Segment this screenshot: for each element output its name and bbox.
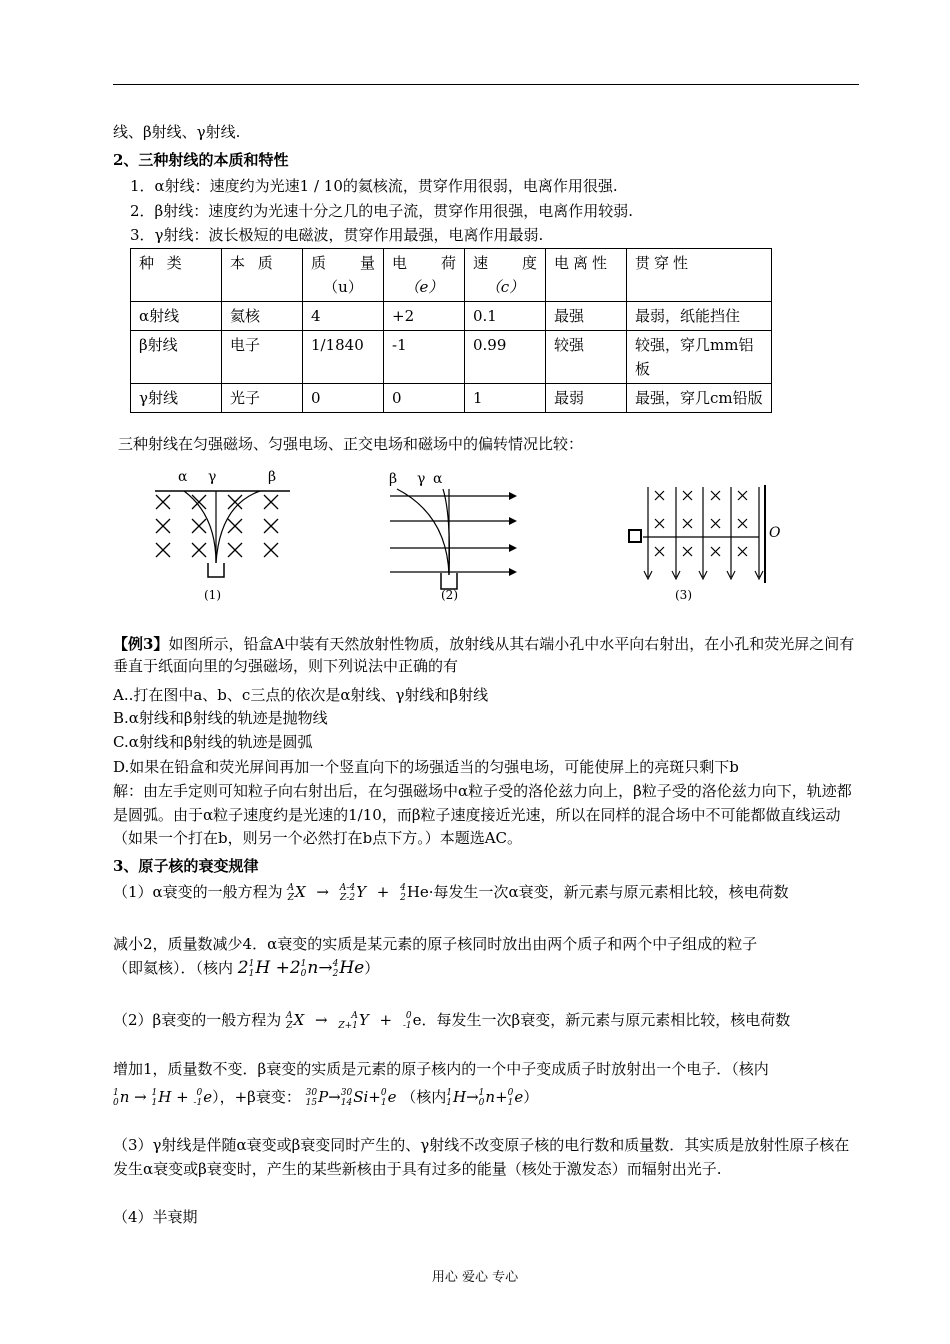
cell: 0.99 xyxy=(465,331,546,384)
fig2-trajectories xyxy=(397,489,449,575)
fig2-caption: (2) xyxy=(441,588,458,602)
option-a: A..打在图中a、b、c三点的依次是α射线、γ射线和β射线 xyxy=(113,686,489,704)
th-speed-unit: （c） xyxy=(485,278,525,296)
option-b: B.α射线和β射线的轨迹是抛物线 xyxy=(113,709,328,727)
line-cont: 线、β射线、γ射线. xyxy=(113,123,241,141)
fig2-label-gamma: γ xyxy=(417,471,426,487)
cell: 光子 xyxy=(222,384,303,413)
fig3-crosses xyxy=(655,491,747,556)
heading-2: 2、三种射线的本质和特性 xyxy=(113,151,289,169)
decay-alpha-pre: （1）α衰变的一般方程为 xyxy=(113,883,283,901)
neutron-decay-eq: 1 0n → 1 1H + 0 -1e xyxy=(113,1088,213,1108)
fig1-label-beta: β xyxy=(268,469,277,485)
proton-decay-eq: 1 1H→1 0n+0 1e xyxy=(446,1088,524,1108)
fig1-crosses xyxy=(156,495,278,557)
table-row xyxy=(131,331,772,384)
th-kind: 种 类 xyxy=(131,249,222,302)
item-1: 1．α射线：速度约为光速1 / 10的氦核流，贯穿作用很弱，电离作用很强. xyxy=(130,177,618,195)
option-d: D.如果在铅盒和荧光屏间再加一个竖直向下的场强适当的匀强电场，可能使屏上的亮斑只剩下b xyxy=(113,758,739,776)
decay-beta-post: e．每发生一次β衰变，新元素与原元素相比较，核电荷数 xyxy=(412,1011,791,1029)
th-ionization: 电离性 xyxy=(546,249,627,302)
fig2-field-lines xyxy=(390,496,511,572)
cell: 0 xyxy=(303,384,384,413)
th-speed xyxy=(465,249,546,302)
th-charge-label: 电 荷 xyxy=(392,254,456,272)
compare-line: 三种射线在匀强磁场、匀强电场、正交电场和磁场中的偏转情况比较： xyxy=(118,435,584,453)
decay-beta-line3: 1 0n → 1 1H + 0 -1e），+β衰变： 30 15P→30 14Si+0 1e （核内1 1H→1 0n+0 1e） xyxy=(113,1088,539,1108)
cell: 较强 xyxy=(546,331,627,384)
cell: γ射线 xyxy=(131,384,222,413)
alpha-equation: A ZX → A-4 Z-2Y + 4 2 xyxy=(287,883,406,903)
cell: 1 xyxy=(465,384,546,413)
cell: 最弱，纸能挡住 xyxy=(627,302,772,331)
beta-equation: A ZX → A Z+1Y + 0 -1 xyxy=(286,1011,412,1031)
fig3-caption: (3) xyxy=(675,588,692,602)
half-life: （4）半衰期 xyxy=(113,1208,198,1226)
table-header-row xyxy=(131,249,772,302)
decay-beta-line1 xyxy=(113,1009,790,1031)
example-text: 如图所示，铅盒A中装有天然放射性物质，放射线从其右端小孔中水平向右射出，在小孔和荧光屏之间有垂直于纸面向里的匀强磁场，则下列说法中正确的有 xyxy=(113,635,855,675)
decay-alpha-line2: 减小2，质量数减少4．α衰变的实质是某元素的原子核同时放出由两个质子和两个中子组成的粒子 xyxy=(113,935,758,953)
cell: 0 xyxy=(384,384,465,413)
decay-gamma: （3）γ射线是伴随α衰变或β衰变同时产生的、γ射线不改变原子核的电行数和质量数．其实质是放射性原子核在发生α衰变或β衰变时，产生的某些新核由于具有过多的能量（核处于激发态）而辐射出光子. xyxy=(113,1136,850,1178)
decay-alpha-line3: （即氦核）．（核内 21 1H +21 0n→4 2He） xyxy=(113,958,380,979)
fig2-source-box xyxy=(441,573,457,589)
solution: 解：由左手定则可知粒子向右射出后，在匀强磁场中α粒子受的洛伦兹力向上，β粒子受的洛伦兹力向下，轨迹都是圆弧。由于α粒子速度约是光速的1/10，而β粒子速度接近光速，所以在同样的混合场中不可能都做直线运动（如果一个打在b，则另一个必然打在b点下方。）本题选AC。 xyxy=(113,782,852,847)
example-tag: 【例3】 xyxy=(113,635,169,653)
decay-alpha-nucleus: （即氦核）．（核内 xyxy=(113,959,234,977)
cell: +2 xyxy=(384,302,465,331)
cell: 氦核 xyxy=(222,302,303,331)
table-row xyxy=(131,384,772,413)
th-speed-label: 速 度 xyxy=(473,254,537,272)
th-penetration: 贯穿性 xyxy=(627,249,772,302)
th-nature: 本 质 xyxy=(222,249,303,302)
th-mass-unit: （u） xyxy=(323,278,363,296)
cell: 最弱 xyxy=(546,384,627,413)
th-charge-unit: （e） xyxy=(404,278,444,296)
table-row xyxy=(131,302,772,331)
phosphorus-eq: 30 15P→30 14Si+0 1e xyxy=(305,1088,397,1108)
example-para xyxy=(113,633,859,677)
decay-beta-pre: （2）β衰变的一般方程为 xyxy=(113,1011,282,1029)
fig3-source-box xyxy=(629,530,641,542)
fig2-arrowheads xyxy=(509,492,517,576)
fig1-label-gamma: γ xyxy=(208,469,217,485)
fig1-caption: (1) xyxy=(204,588,221,602)
cell: β射线 xyxy=(131,331,222,384)
figure-magnetic xyxy=(150,465,290,605)
cell: 最强 xyxy=(546,302,627,331)
cell: 1/1840 xyxy=(303,331,384,384)
plus-beta-label: ），+β衰变： xyxy=(212,1088,301,1106)
cell: α射线 xyxy=(131,302,222,331)
decay-beta-nucleus: （核内 xyxy=(401,1088,447,1106)
cell: -1 xyxy=(384,331,465,384)
cell: 较强，穿几mm铝板 xyxy=(627,331,772,384)
figure-crossed xyxy=(625,485,785,605)
ray-table xyxy=(130,248,772,413)
header-rule xyxy=(113,84,859,85)
fig1-trajectories xyxy=(184,491,260,563)
figure-electric xyxy=(385,465,525,605)
footer: 用心 爱心 专心 xyxy=(431,1270,519,1285)
th-charge xyxy=(384,249,465,302)
decay-beta-line2: 增加1，质量数不变．β衰变的实质是元素的原子核内的一个中子变成质子时放射出一个电子．（核内 xyxy=(113,1060,769,1078)
helium-formation-eq: 21 1H +21 0n→4 2He xyxy=(237,958,365,979)
fig3-field-lines xyxy=(648,485,765,583)
fig2-label-alpha: α xyxy=(433,471,443,487)
fig3-label-o: O xyxy=(769,525,781,541)
fig1-source-box xyxy=(208,563,224,577)
heading-3: 3、原子核的衰变规律 xyxy=(113,857,259,875)
decay-alpha-line1 xyxy=(113,881,789,903)
item-3: 3．γ射线：波长极短的电磁波，贯穿作用最强，电离作用最弱. xyxy=(130,226,544,244)
fig1-label-alpha: α xyxy=(178,469,188,485)
th-mass xyxy=(303,249,384,302)
fig2-label-beta: β xyxy=(389,471,398,487)
decay-alpha-post: He·每发生一次α衰变，新元素与原元素相比较，核电荷数 xyxy=(406,883,789,901)
item-2: 2．β射线：速度约为光速十分之几的电子流，贯穿作用很强，电离作用较弱. xyxy=(130,202,633,220)
th-mass-label: 质 量 xyxy=(311,254,375,272)
cell: 最强，穿几cm铅版 xyxy=(627,384,772,413)
cell: 电子 xyxy=(222,331,303,384)
option-c: C.α射线和β射线的轨迹是圆弧 xyxy=(113,733,313,751)
cell: 0.1 xyxy=(465,302,546,331)
cell: 4 xyxy=(303,302,384,331)
